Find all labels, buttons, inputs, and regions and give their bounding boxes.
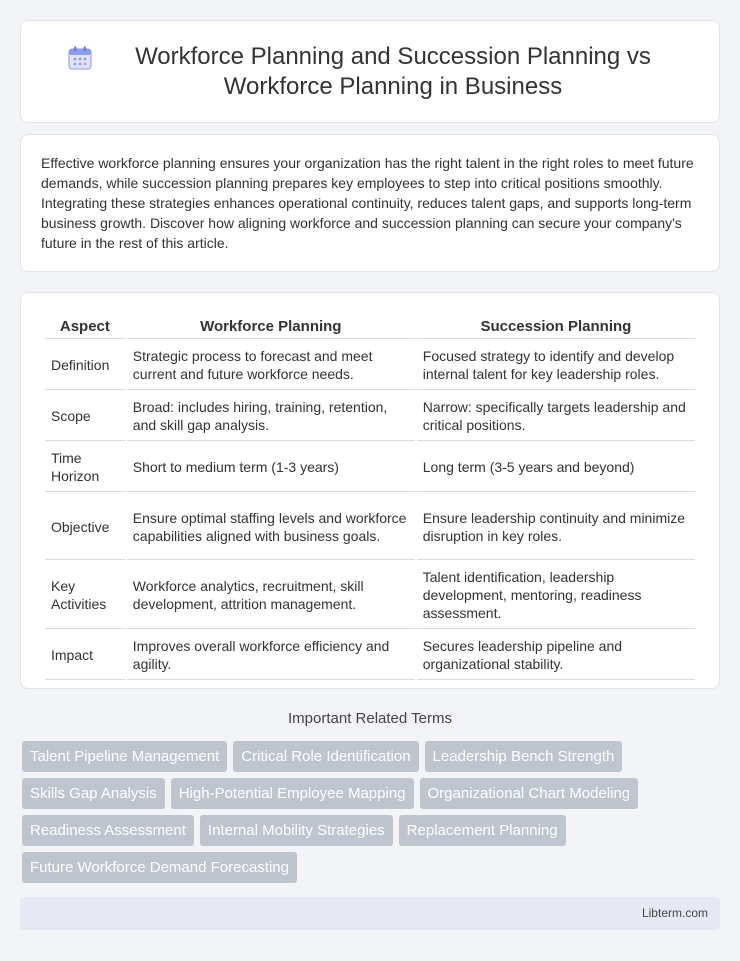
footer-site-link[interactable]: Libterm.com (641, 906, 708, 920)
term-tag[interactable]: High-Potential Employee Mapping (171, 778, 414, 809)
term-tag[interactable]: Readiness Assessment (22, 815, 194, 846)
table-cell-workforce: Broad: includes hiring, training, retention, and skill gap analysis. (127, 392, 415, 441)
comparison-table (43, 313, 697, 682)
related-terms-list (22, 741, 722, 889)
intro-paragraph: Effective workforce planning ensures your organization has the right talent in the right roles to meet future demands, while succession planning prepares key employees to step into critical positions smoothly. Integrating these strategies enhances operational continuity, reduces talent gaps, and supports long-term business growth. Discover how aligning workforce and succession planning can secure your company's future in the rest of this article. (41, 155, 694, 251)
table-cell-workforce: Strategic process to forecast and meet current and future workforce needs. (127, 341, 415, 390)
term-tag[interactable]: Replacement Planning (399, 815, 566, 846)
comparison-card (20, 292, 720, 689)
table-cell-aspect: Scope (45, 392, 125, 441)
table-cell-workforce: Improves overall workforce efficiency and agility. (127, 631, 415, 680)
related-terms-heading: Important Related Terms (288, 710, 452, 727)
title-card (20, 20, 720, 123)
term-tag[interactable]: Future Workforce Demand Forecasting (22, 852, 297, 883)
term-tag[interactable]: Leadership Bench Strength (425, 741, 623, 772)
table-row (45, 392, 695, 441)
table-row (45, 341, 695, 390)
table-cell-aspect: Key Activities (45, 562, 125, 629)
table-cell-succession: Talent identification, leadership development, mentoring, readiness assessment. (417, 562, 695, 629)
term-tag[interactable]: Organizational Chart Modeling (420, 778, 639, 809)
table-cell-aspect: Definition (45, 341, 125, 390)
table-row (45, 494, 695, 560)
table-cell-workforce: Short to medium term (1-3 years) (127, 443, 415, 492)
table-cell-succession: Secures leadership pipeline and organizational stability. (417, 631, 695, 680)
table-cell-succession: Focused strategy to identify and develop internal talent for key leadership roles. (417, 341, 695, 390)
calendar-icon (67, 45, 93, 71)
column-header-workforce: Workforce Planning (127, 315, 415, 339)
table-row (45, 562, 695, 629)
table-cell-succession: Narrow: specifically targets leadership and critical positions. (417, 392, 695, 441)
term-tag[interactable]: Talent Pipeline Management (22, 741, 227, 772)
column-header-succession: Succession Planning (417, 315, 695, 339)
footer (20, 897, 720, 930)
table-cell-succession: Long term (3-5 years and beyond) (417, 443, 695, 492)
table-cell-aspect: Impact (45, 631, 125, 680)
table-cell-workforce: Workforce analytics, recruitment, skill development, attrition management. (127, 562, 415, 629)
page-title: Workforce Planning and Succession Planning vs Workforce Planning in Business (135, 42, 651, 100)
column-header-aspect: Aspect (45, 315, 125, 339)
table-cell-workforce: Ensure optimal staffing levels and workforce capabilities aligned with business goals. (127, 494, 415, 560)
table-row (45, 443, 695, 492)
title-wrap (67, 42, 673, 102)
table-header-row (45, 315, 695, 339)
table-row (45, 631, 695, 680)
table-cell-aspect: Time Horizon (45, 443, 125, 492)
term-tag[interactable]: Internal Mobility Strategies (200, 815, 393, 846)
term-tag[interactable]: Skills Gap Analysis (22, 778, 165, 809)
table-cell-succession: Ensure leadership continuity and minimize disruption in key roles. (417, 494, 695, 560)
table-cell-aspect: Objective (45, 494, 125, 560)
intro-card (20, 134, 720, 272)
term-tag[interactable]: Critical Role Identification (233, 741, 418, 772)
